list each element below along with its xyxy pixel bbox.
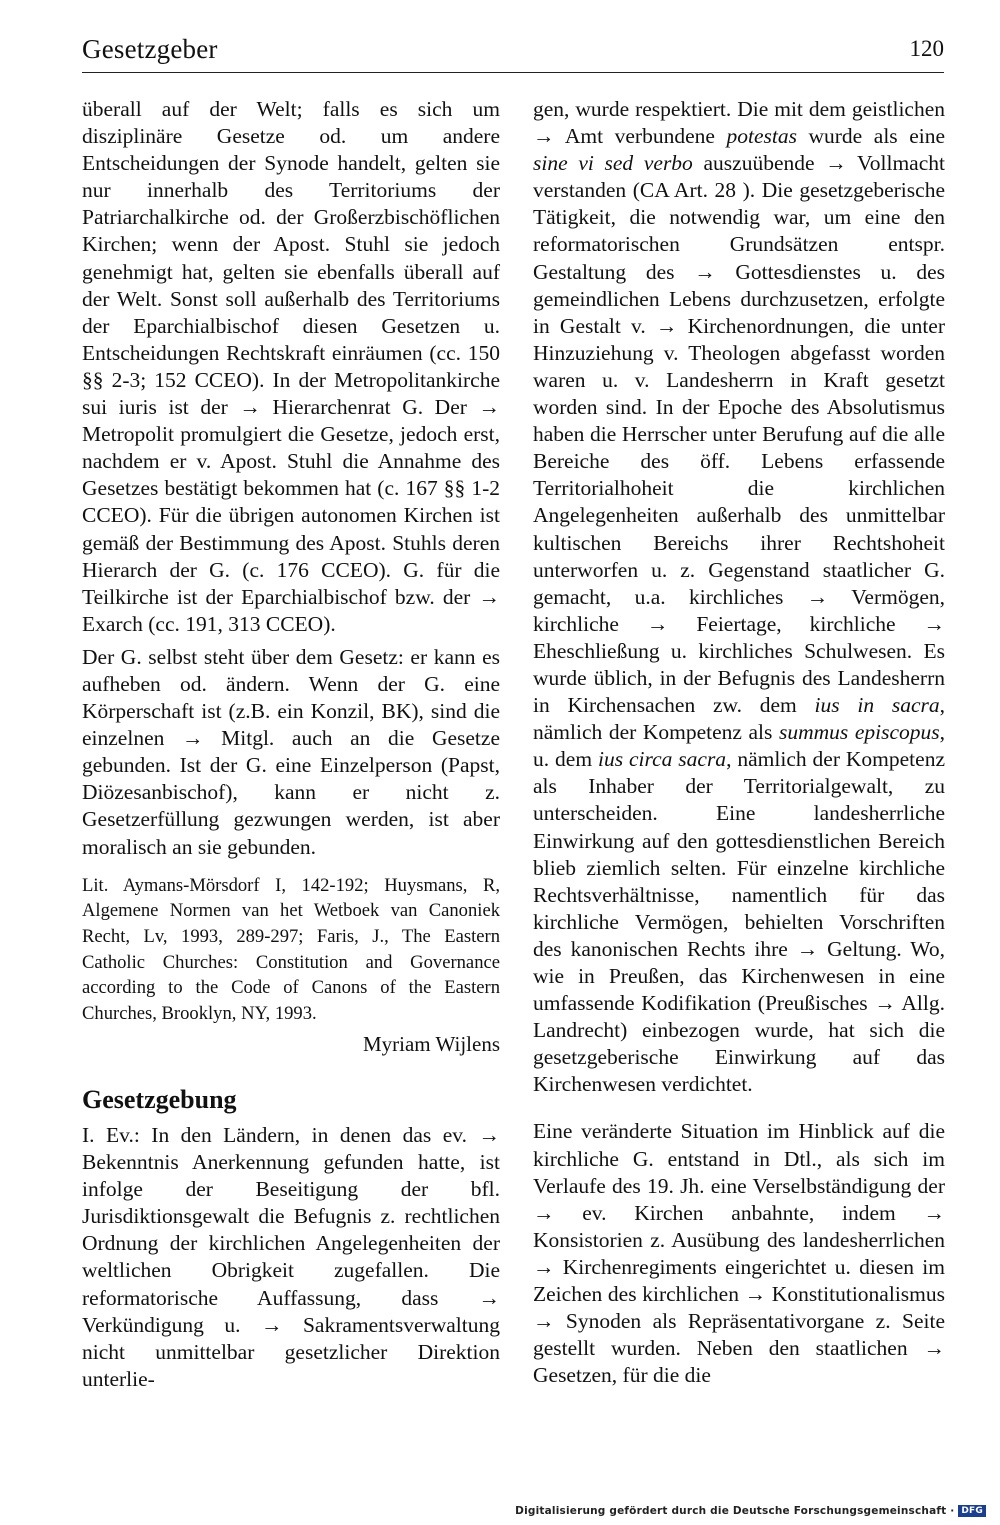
running-head: Gesetzgeber [82,34,218,64]
italic-term: sine vi sed verbo [533,151,693,176]
right-column [533,96,945,1389]
digitization-footer [515,1505,986,1517]
author-signature: Myriam Wijlens [362,1031,500,1056]
page-header [82,30,944,74]
literature-note: Lit. Aymans-Mörsdorf I, 142-192; Huysmans, R, Algemene Normen van het Wetboek van Canoniek Recht, Lv, 1993, 289-297; Faris, J., The Eastern Catholic Churches: Constitution and Governance according to the Code of Canons of the Eastern Churches, Brooklyn, NY, 1993. [82,874,500,1025]
italic-term: potestas [726,124,797,149]
text-run: auszuübende → Vollmacht verstanden (CA Art. 28 ). Die gesetzgeberische Tätigkeit, die notwendig war, um eine den reformatorischen Grundsätzen entspr. Gestaltung des → Gottesdienstes u. des gemeindlichen Lebens durchzusetzen, erfolgte in Gestalt v. → Kirchenordnungen, die unter Hinzuziehung v. Theologen abgefasst worden waren u. v. Landesherrn in Kraft gesetzt worden sind. In der Epoche des Absolutismus haben die Herrscher unter Berufung auf die alle Bereiche des öff. Lebens erfassende Territorialhoheit die kirchlichen Angelegenheiten außerhalb des unmittelbar kultischen Bereichs ihrer Rechtshoheit unterworfen u. z. Gegenstand staatlicher G. gemacht, u.a. kirchliches → Vermögen, kirchliche → Feiertage, kirchliche → Eheschließung u. kirchliches Schulwesen. Es wurde üblich, in der Befugnis des Landesherrn in Kirchensachen zw. dem [533,151,945,718]
italic-term: ius circa sacra [597,747,727,772]
text-run: gen, wurde respektiert. Die mit dem geistlichen → Amt verbundene [533,97,945,149]
footer-text: Digitalisierung gefördert durch die Deutsche Forschungsgemeinschaft · [515,1505,955,1517]
text-run: , nämlich der Kompetenz als Inhaber der Territorialgewalt, zu unterscheiden. Eine landesherrliche Einwirkung auf den gottesdienstlichen Bereich blieb ziemlich selten. Für einzelne kirchliche Rechtsverhältnisse, namentlich für das kirchliche Vermögen, behielten Vorschriften des kanonischen Rechts ihre → Geltung. Wo, wie in Preußen, das Kirchenwesen in eine umfassende Kodifikation (Preußisches → Allg. Landrecht) einbezogen wurde, hat sich die gesetzgeberische Einwirkung auf das Kirchenwesen verdichtet. [533,747,945,1097]
paragraph: überall auf der Welt; falls es sich um disziplinäre Gesetze od. um andere Entscheidungen der Synode handelt, gelten sie nur innerhalb des Territoriums der Patriarchalkirche od. der Großerzbischöflichen Kirchen; wenn der Apost. Stuhl sie jedoch genehmigt hat, gelten sie ebenfalls überall auf der Welt. Sonst soll außerhalb des Territoriums der Eparchialbischof diesen Gesetzen u. Entscheidungen Rechtskraft einräumen (cc. 150 §§ 2-3; 152 CCEO). In der Metropolitankirche sui iuris ist der → Hierarchenrat G. Der → Metropolit promulgiert die Gesetze, jedoch erst, nachdem er v. Apost. Stuhl die Annahme des Gesetzes bestätigt bekommen hat (c. 167 §§ 1-2 CCEO). Für die übrigen autonomen Kirchen ist gemäß der Bestimmung des Apost. Stuhls deren Hierarch der G. (c. 176 CCEO). G. für die Teilkirche ist der Eparchialbischof bzw. der → Exarch (cc. 191, 313 CCEO). [82,97,500,636]
italic-term: ius in sacra [814,693,940,718]
page-number: 120 [909,36,944,61]
dfg-logo-icon: DFG [958,1505,986,1517]
left-column [82,96,500,1393]
text-run: , u. dem [533,720,945,772]
entry-heading: Gesetzgebung [82,1084,237,1114]
header-rule [82,72,944,73]
text-run: wurde als eine [796,124,946,149]
italic-term: summus episcopus [778,720,940,745]
paragraph [533,96,945,1098]
text-run: , nämlich der Kompetenz als [533,693,945,745]
paragraph: I. Ev.: In den Ländern, in denen das ev. → Bekenntnis Anerkennung gefunden hatte, ist infolge der Beseitigung der bfl. Jurisdiktionsgewalt die Befugnis z. rechtlichen Ordnung der kirchlichen Angelegenheiten der weltlichen Obrigkeit zugefallen. Die reformatorische Auffassung, dass → Verkündigung u. → Sakramentsverwaltung nicht unmittelbar gesetzlicher Direktion unterlie- [82,1122,500,1391]
paragraph: Eine veränderte Situation im Hinblick auf die kirchliche G. entstand in Dtl., als sich im Verlaufe des 19. Jh. eine Verselbständigung der → ev. Kirchen anbahnte, indem → Konsistorien z. Ausübung des landesherrlichen → Kirchenregiments eingerichtet u. diesen im Zeichen des kirchlichen → Konstitutionalismus → Synoden als Repräsentativorgane z. Seite gestellt wurden. Neben den staatlichen → Gesetzen, für die die [533,1119,945,1388]
paragraph: Der G. selbst steht über dem Gesetz: er kann es aufheben od. ändern. Wenn der G. eine Körperschaft ist (z.B. ein Konzil, BK), sind die einzelnen → Mitgl. auch an die Gesetze gebunden. Ist der G. eine Einzelperson (Papst, Diözesanbischof), kann er nicht z. Gesetzerfüllung gezwungen werden, ist aber moralisch an sie gebunden. [82,644,500,859]
